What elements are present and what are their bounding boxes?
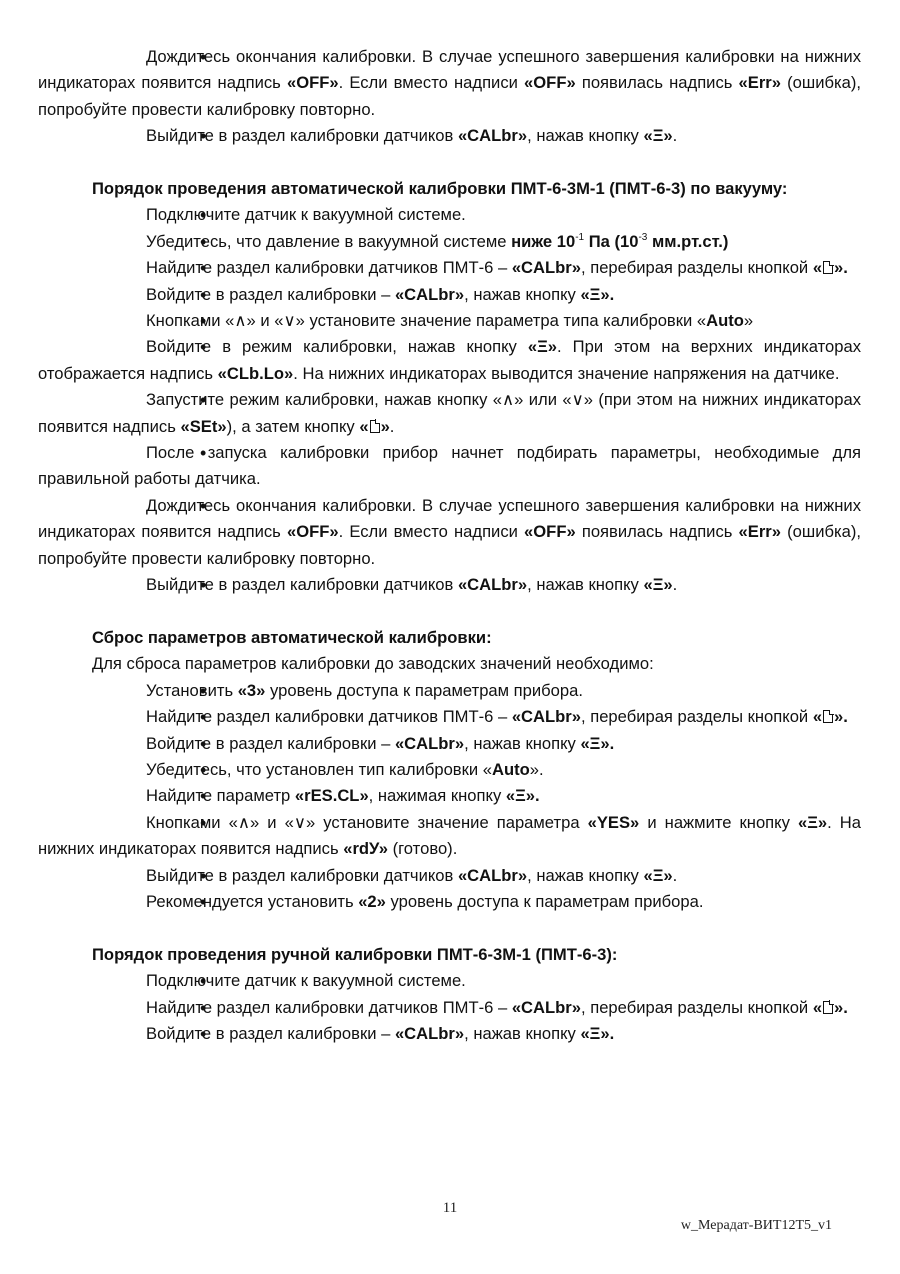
bullet-item: [38, 229, 861, 255]
bold-text: ».: [834, 707, 848, 727]
text-run: Выйдите в раздел калибровки датчиков: [146, 126, 458, 146]
bold-text: «: [812, 707, 823, 727]
bold-text: «OFF»: [286, 522, 339, 542]
bold-text: «rES.CL»: [294, 786, 369, 806]
bold-text: «Ξ».: [505, 786, 540, 806]
bold-text: «CALbr»: [511, 997, 581, 1017]
bold-text: Auto: [492, 759, 530, 779]
text-run: Установить: [146, 680, 238, 700]
text-run: (ошибка), попробуйте провести калибровку повторно.: [38, 522, 861, 568]
bold-text: «3»: [237, 680, 266, 700]
text-run: . Если вместо надписи: [338, 522, 525, 542]
text-run: , перебирая разделы кнопкой: [580, 258, 813, 278]
bold-text: «CALbr»: [394, 284, 465, 304]
text-run: Дождитесь окончания калибровки. В случае успешного завершения калибровки на нижних индикаторах появится надпись: [38, 495, 861, 542]
text-run: .: [672, 126, 678, 146]
text-run: , нажав кнопку: [527, 126, 644, 146]
bold-text: «Err»: [738, 73, 781, 93]
bold-text: «Ξ»: [797, 812, 828, 832]
bold-text: «CALbr»: [511, 707, 581, 727]
bullet-item: [38, 863, 861, 889]
bullet-item: [38, 572, 861, 598]
text-run: , перебирая разделы кнопкой: [580, 997, 813, 1017]
bullet-item: [38, 757, 861, 783]
bold-text: «OFF»: [524, 73, 576, 93]
text-run: . На нижних индикаторах выводится значение напряжения на датчике.: [293, 363, 840, 383]
bold-text: «Err»: [738, 522, 781, 542]
text-run: Убедитесь, что установлен тип калибровки «: [146, 759, 492, 779]
text-run: , нажав кнопку: [527, 865, 644, 885]
bold-text: «Ξ»: [643, 575, 673, 595]
page-number: 11: [442, 1200, 458, 1216]
bullet-item: [38, 1021, 861, 1047]
bullet-item: [38, 387, 861, 440]
text-run: Выйдите в раздел калибровки датчиков: [146, 575, 458, 595]
page-icon: [823, 710, 833, 723]
bold-text: «Ξ»: [527, 337, 558, 357]
text-run: ), а затем кнопку: [226, 416, 360, 436]
bullet-item: [38, 282, 861, 308]
bold-text: «OFF»: [524, 522, 576, 542]
text-run: , нажав кнопку: [527, 575, 644, 595]
paragraph-gap: [38, 150, 861, 176]
bold-text: «CALbr»: [394, 733, 465, 753]
bullet-item: [38, 493, 861, 572]
text-run: Дождитесь окончания калибровки. В случае успешного завершения калибровки на нижних индикаторах появится надпись: [38, 47, 861, 93]
text-run: (ошибка), попробуйте провести калибровку повторно.: [38, 73, 861, 119]
bullet-item: [38, 704, 861, 730]
text-run: , нажав кнопку: [464, 284, 581, 304]
text-run: . Если вместо надписи: [338, 73, 525, 93]
bold-text: «: [812, 997, 823, 1017]
bold-text: «rdУ»: [343, 839, 388, 859]
text-run: .: [672, 575, 678, 595]
bullet-item: [38, 334, 861, 387]
bullet-item: [38, 889, 861, 915]
bullet-item: [38, 731, 861, 757]
text-run: . На нижних индикаторах появится надпись: [38, 812, 862, 859]
bold-text: ».: [834, 258, 848, 278]
text-run: Кнопками «∧» и «∨» установите значение параметра типа калибровки «: [146, 311, 707, 331]
bold-text: мм.рт.ст.): [647, 231, 729, 251]
superscript: -1: [575, 231, 585, 243]
bullet-item: [38, 968, 861, 994]
document-page: [38, 44, 861, 1047]
text-run: , нажимая кнопку: [368, 786, 506, 806]
document-id: w_Мерадат-ВИТ12Т5_v1: [680, 1218, 832, 1233]
bold-text: Па (10: [584, 231, 639, 251]
text-run: Войдите в режим калибровки, нажав кнопку: [146, 337, 528, 357]
text-run: Подключите датчик к вакуумной системе.: [146, 971, 466, 991]
bullet-item: [38, 255, 861, 281]
text-run: Кнопками «∧» и «∨» установите значение параметра: [146, 812, 588, 832]
bold-text: Auto: [706, 311, 744, 331]
text-run: , перебирая разделы кнопкой: [580, 707, 813, 727]
text-run: Для сброса параметров калибровки до заводских значений необходимо:: [92, 654, 654, 674]
bold-text: «Ξ»: [643, 865, 673, 885]
bold-text: »: [380, 416, 390, 436]
section-heading: [38, 625, 861, 651]
bullet-item: [38, 202, 861, 228]
bold-text: «CALbr»: [511, 258, 581, 278]
section-heading: [38, 176, 861, 202]
superscript: -3: [638, 231, 648, 243]
text-run: Войдите в раздел калибровки –: [146, 733, 395, 753]
text-run: »: [743, 311, 754, 331]
bold-text: «CALbr»: [457, 126, 528, 146]
text-run: Найдите параметр: [146, 786, 295, 806]
text-run: Войдите в раздел калибровки –: [146, 284, 395, 304]
text-run: , нажав кнопку: [464, 1023, 581, 1043]
text-run: ».: [529, 759, 544, 779]
bold-text: Сброс параметров автоматической калибровки:: [92, 627, 492, 647]
bullet-item: [38, 440, 861, 493]
bold-text: «: [359, 416, 369, 436]
bold-text: «: [812, 258, 823, 278]
text-run: (готово).: [387, 839, 458, 859]
bold-text: ниже 10: [511, 231, 576, 251]
bold-text: «Ξ»: [643, 126, 673, 146]
text-run: уровень доступа к параметрам прибора.: [265, 680, 583, 700]
bold-text: «OFF»: [286, 73, 339, 93]
text-run: После запуска калибровки прибор начнет подбирать параметры, необходимые для правильной работы датчика.: [38, 443, 861, 489]
section-heading: [38, 942, 861, 968]
bold-text: «CALbr»: [457, 865, 528, 885]
bullet-item: [38, 44, 861, 123]
text-run: .: [672, 865, 678, 885]
bold-text: «CLb.Lo»: [217, 363, 294, 383]
text-run: уровень доступа к параметрам прибора.: [385, 891, 704, 911]
text-run: Выйдите в раздел калибровки датчиков: [146, 865, 458, 885]
bold-text: Порядок проведения автоматической калибровки ПМТ-6-3М-1 (ПМТ-6-3) по вакууму:: [92, 179, 788, 199]
bullet-item: [38, 995, 861, 1021]
bold-text: «Ξ».: [580, 284, 615, 304]
page-icon: [823, 1001, 833, 1014]
paragraph-gap: [38, 915, 861, 941]
text-run: Убедитесь, что давление в вакуумной системе: [146, 231, 512, 251]
text-run: Найдите раздел калибровки датчиков ПМТ-6 –: [146, 707, 512, 727]
text-run: и нажмите кнопку: [639, 812, 798, 832]
bold-text: «CALbr»: [394, 1023, 465, 1043]
bullet-item: [38, 810, 861, 863]
text-run: Подключите датчик к вакуумной системе.: [146, 205, 466, 225]
text-run: , нажав кнопку: [464, 733, 581, 753]
text-run: Найдите раздел калибровки датчиков ПМТ-6 –: [146, 997, 512, 1017]
bullet-item: [38, 678, 861, 704]
bullet-item: [38, 308, 861, 334]
text-run: . При этом на верхних индикаторах отображается надпись: [38, 337, 861, 383]
bold-text: ».: [834, 997, 848, 1017]
text-run: Рекомендуется установить: [146, 891, 359, 911]
text-run: Запустите режим калибровки, нажав кнопку «∧» или «∨» (при этом на нижних индикаторах появится надпись: [38, 390, 861, 436]
page-icon: [823, 261, 833, 274]
bullet-item: [38, 783, 861, 809]
text-run: появилась надпись: [575, 73, 739, 93]
text-run: появилась надпись: [575, 522, 739, 542]
bold-text: «2»: [358, 891, 386, 911]
text-run: .: [389, 416, 395, 436]
bold-text: «CALbr»: [457, 575, 528, 595]
bold-text: «YES»: [587, 812, 640, 832]
page-icon: [370, 420, 380, 433]
text-run: Найдите раздел калибровки датчиков ПМТ-6 –: [146, 258, 512, 278]
bold-text: «Ξ».: [580, 1023, 615, 1043]
bullet-item: [38, 123, 861, 149]
text-run: Войдите в раздел калибровки –: [146, 1023, 395, 1043]
bold-text: «Ξ».: [580, 733, 615, 753]
paragraph: [38, 651, 861, 677]
bold-text: «SEt»: [180, 416, 227, 436]
paragraph-gap: [38, 599, 861, 625]
bold-text: Порядок проведения ручной калибровки ПМТ-6-3М-1 (ПМТ-6-3):: [92, 944, 618, 964]
